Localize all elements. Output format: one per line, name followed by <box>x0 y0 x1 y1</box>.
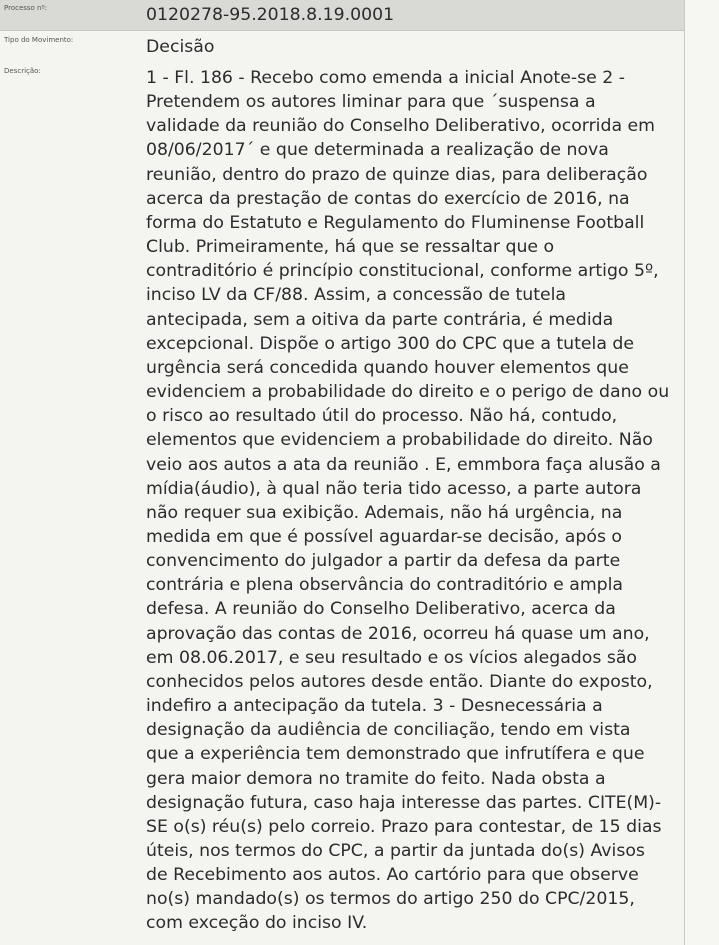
descricao-line: Club. Primeiramente, há que se ressaltar que o <box>146 237 555 258</box>
descricao-line: forma do Estatuto e Regulamento do Fluminense Football <box>146 212 645 233</box>
tipo-movimento-row <box>0 32 684 63</box>
descricao-line: evidenciem a probabilidade do direito e o perigo de dano ou <box>146 382 670 403</box>
descricao-line: urgência será concedida quando houver elementos que <box>146 357 629 378</box>
descricao-line: validade da reunião do Conselho Deliberativo, ocorrida em <box>146 116 656 137</box>
descricao-line: o risco ao resultado útil do processo. Não há, contudo, <box>146 406 618 427</box>
descricao-line: de Recebimento aos autos. Ao cartório para que observe <box>146 865 639 886</box>
processo-label: Processo nº: <box>4 4 48 12</box>
descricao-line: inciso LV da CF/88. Assim, a concessão de tutela <box>146 285 567 306</box>
descricao-line: 08/06/2017´ e que determinada a realização de nova <box>146 140 609 161</box>
tipo-movimento-value: Decisão <box>146 37 215 57</box>
descricao-line: em 08.06.2017, e seu resultado e os vícios alegados são <box>146 647 637 668</box>
descricao-line: indefiro a antecipação da tutela. 3 - Desnecessária a <box>146 696 603 717</box>
descricao-line: no(s) mandado(s) os termos do artigo 250 do CPC/2015, <box>146 889 635 910</box>
tipo-movimento-label: Tipo do Movimento: <box>4 36 74 44</box>
descricao-line: antecipada, sem a oitiva da parte contrária, é medida <box>146 309 614 330</box>
descricao-line: aprovação das contas de 2016, ocorreu há quase um ano, <box>146 623 650 644</box>
descricao-line: contraditório é princípio constitucional, conforme artigo 5º, <box>146 261 659 282</box>
descricao-text <box>146 66 686 936</box>
descricao-line: gera maior demora no tramite do feito. Nada obsta a <box>146 768 606 789</box>
processo-number: 0120278-95.2018.8.19.0001 <box>146 5 395 25</box>
descricao-line: excepcional. Dispõe o artigo 300 do CPC que a tutela de <box>146 333 635 354</box>
descricao-line: Pretendem os autores liminar para que ´suspensa a <box>146 92 596 113</box>
descricao-line: não requer sua exibição. Ademais, não há urgência, na <box>146 502 623 523</box>
descricao-line: reunião, dentro do prazo de quinze dias, para deliberação <box>146 164 648 185</box>
descricao-line: conhecidos pelos autores desde então. Diante do exposto, <box>146 671 653 692</box>
descricao-line: contrária e plena observância do contraditório e ampla <box>146 575 624 596</box>
page-margin <box>685 0 719 945</box>
descricao-line: elementos que evidenciem a probabilidade do direito. Não <box>146 430 653 451</box>
descricao-line: 1 - Fl. 186 - Recebo como emenda a inicial Anote-se 2 - <box>146 68 625 88</box>
descricao-line: medida em que é possível aguardar-se decisão, após o <box>146 526 623 547</box>
descricao-line: veio aos autos a ata da reunião . E, emmbora faça alusão a <box>146 454 661 475</box>
descricao-line: que a experiência tem demonstrado que infrutífera e que <box>146 744 645 765</box>
descricao-line: defesa. A reunião do Conselho Deliberativo, acerca da <box>146 599 616 620</box>
descricao-row <box>0 63 684 945</box>
descricao-label: Descrição: <box>4 67 41 75</box>
descricao-line: designação futura, caso haja interesse das partes. CITE(M)- <box>146 792 662 813</box>
descricao-line: com exceção do inciso IV. <box>146 913 368 934</box>
descricao-line: SE o(s) réu(s) pelo correio. Prazo para contestar, de 15 dias <box>146 816 662 837</box>
descricao-line: úteis, nos termos do CPC, a partir da juntada do(s) Avisos <box>146 841 645 861</box>
descricao-line: mídia(áudio), à qual não teria tido acesso, a parte autora <box>146 478 642 499</box>
descricao-line: acerca da prestação de contas do exercício de 2016, na <box>146 188 630 209</box>
processo-row <box>0 0 684 31</box>
descricao-line: convencimento do julgador a partir da defesa da parte <box>146 551 621 572</box>
descricao-line: designação da audiência de conciliação, tendo em vista <box>146 720 631 741</box>
